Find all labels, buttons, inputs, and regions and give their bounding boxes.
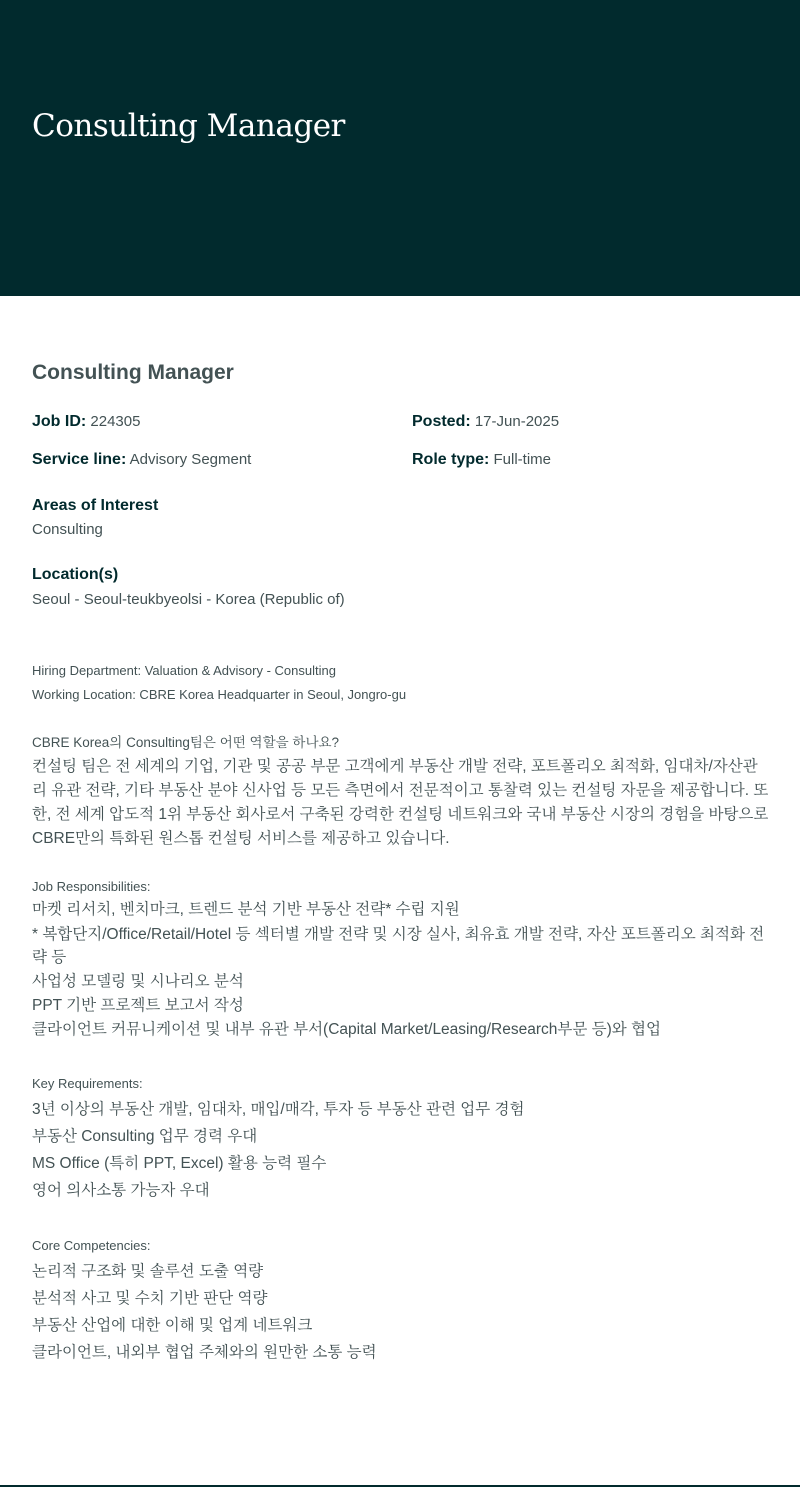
list-item: MS Office (특히 PPT, Excel) 활용 능력 필수 [32,1155,327,1172]
locations-heading: Location(s) [32,566,119,583]
list-item: 논리적 구조화 및 솔루션 도출 역량 [32,1263,264,1280]
list-item: * 복합단지/Office/Retail/Hotel 등 섹터별 개발 전략 및 시장 실사, 최유효 개발 전략, 자산 포트폴리오 최적화 전략 등 [32,926,765,966]
job-id-value: 224305 [90,413,141,430]
locations-value: Seoul - Seoul-teukbyeolsi - Korea (Republic of) [32,591,345,608]
posted-date [412,412,559,432]
job-id-label: Job ID: [32,413,87,430]
posted-label: Posted: [412,413,471,430]
service-line-value: Advisory Segment [129,451,252,468]
list-item: 사업성 모델링 및 시나리오 분석 [32,973,244,990]
list-item: 영어 의사소통 가능자 우대 [32,1182,210,1199]
posted-value: 17-Jun-2025 [474,413,560,430]
intro-heading: CBRE Korea의 Consulting팀은 어떤 역할을 하나요? [32,735,340,750]
responsibilities-heading: Job Responsibilities: [32,879,151,894]
job-title: Consulting Manager [32,361,234,384]
requirements-heading: Key Requirements: [32,1076,143,1091]
list-item: 클라이언트, 내외부 협업 주체와의 원만한 소통 능력 [32,1344,377,1361]
hiring-department: Hiring Department: Valuation & Advisory - Consulting [32,663,336,678]
list-item: 마켓 리서치, 벤치마크, 트렌드 분석 기반 부동산 전략* 수립 지원 [32,901,460,918]
list-item: PPT 기반 프로젝트 보고서 작성 [32,997,244,1014]
service-line-label: Service line: [32,451,127,468]
hero-banner [0,0,800,296]
areas-heading: Areas of Interest [32,497,159,514]
working-location: Working Location: CBRE Korea Headquarter in Seoul, Jongro-gu [32,687,407,702]
list-item: 부동산 산업에 대한 이해 및 업계 네트워크 [32,1317,313,1334]
job-id [32,412,140,432]
intro-text: 컨설팅 팀은 전 세계의 기업, 기관 및 공공 부문 고객에게 부동산 개발 전략, 포트폴리오 최적화, 임대차/자산관리 유관 전략, 기타 부동산 분야 신사업 등 모든 측면에서 전문적이고 통찰력 있는 컨설팅 자문을 제공합니다. 또한, 전 세계 압도적 1위 부동산 회사로서 구축된 강력한 컨설팅 네트워크와 국내 부동산 시장의 경험을 바탕으로 CBRE만의 특화된 원스톱 컨설팅 서비스를 제공하고 있습니다. [32,758,769,847]
service-line [32,450,251,470]
list-item: 분석적 사고 및 수치 기반 판단 역량 [32,1290,268,1307]
role-type-label: Role type: [412,451,490,468]
role-type-value: Full-time [493,451,552,468]
areas-value: Consulting [32,521,103,538]
hero-title: Consulting Manager [32,108,345,144]
role-type [412,450,551,470]
list-item: 부동산 Consulting 업무 경력 우대 [32,1128,258,1145]
list-item: 3년 이상의 부동산 개발, 임대차, 매입/매각, 투자 등 부동산 관련 업무 경험 [32,1101,525,1118]
list-item: 클라이언트 커뮤니케이션 및 내부 유관 부서(Capital Market/Leasing/Research부문 등)와 협업 [32,1021,661,1038]
bottom-divider [0,1485,800,1487]
competencies-heading: Core Competencies: [32,1238,151,1253]
